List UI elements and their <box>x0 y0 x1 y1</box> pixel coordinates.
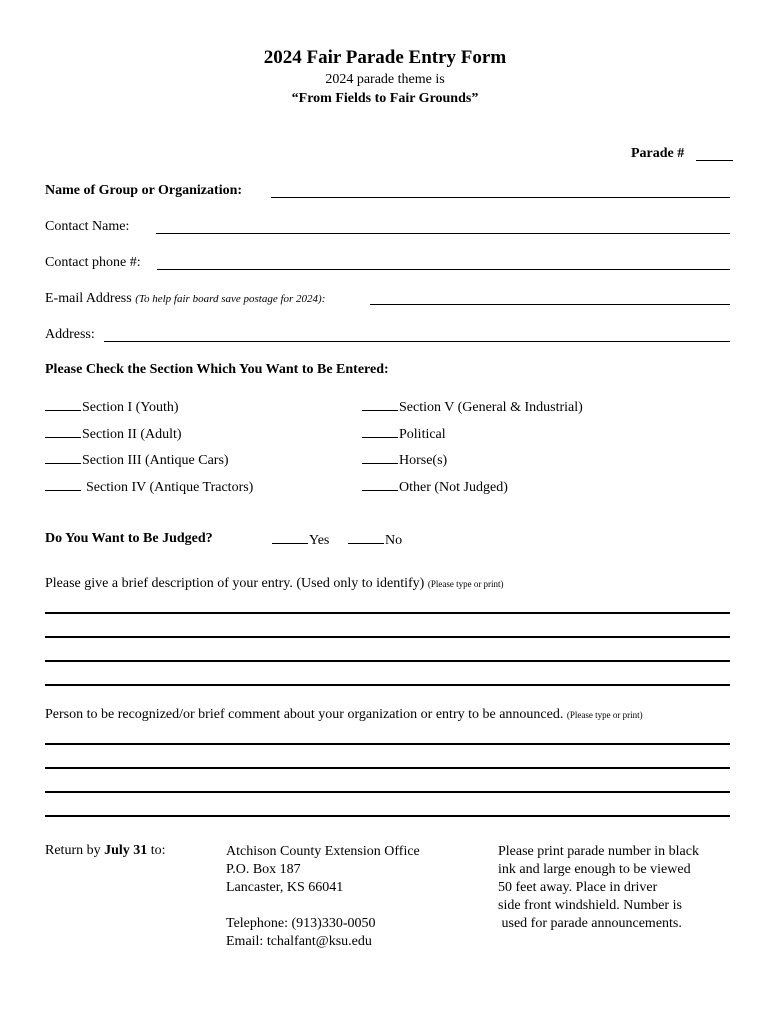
office-line: P.O. Box 187 <box>226 862 301 877</box>
description-note: (Please type or print) <box>427 579 504 589</box>
section-checkbox-blank[interactable] <box>362 398 398 411</box>
section-option-label: Political <box>399 427 446 442</box>
office-email: Email: tchalfant@ksu.edu <box>226 934 372 949</box>
group-name-label: Name of Group or Organization: <box>45 183 243 198</box>
section-option-label: Section III (Antique Cars) <box>82 453 229 468</box>
section-option[interactable] <box>45 425 182 443</box>
form-title: 2024 Fair Parade Entry Form <box>263 47 507 68</box>
section-option[interactable] <box>362 425 446 443</box>
instruction-line: used for parade announcements. <box>498 916 682 931</box>
contact-name-label: Contact Name: <box>45 219 130 234</box>
return-prefix: Return by <box>45 843 101 858</box>
parade-number-label: Parade # <box>631 146 685 161</box>
theme-name: “From Fields to Fair Grounds” <box>291 91 479 106</box>
parade-number-field[interactable] <box>696 160 733 161</box>
judged-no-blank[interactable] <box>348 531 384 544</box>
section-option[interactable] <box>45 398 179 416</box>
description-prompt: Please give a brief description of your entry. (Used only to identify) <box>45 576 425 591</box>
email-note: (To help fair board save postage for 2024): <box>135 293 326 305</box>
section-option[interactable] <box>362 398 583 416</box>
description-line[interactable] <box>45 660 730 662</box>
return-date: July 31 <box>104 843 148 858</box>
section-checkbox-blank[interactable] <box>45 478 81 491</box>
address-label: Address: <box>45 327 95 342</box>
section-option-label: Section II (Adult) <box>82 427 182 442</box>
contact-phone-label: Contact phone #: <box>45 255 141 270</box>
judged-yes-option[interactable] <box>272 531 329 549</box>
judged-no-option[interactable] <box>348 531 402 549</box>
return-by-text <box>45 843 166 859</box>
section-option-label: Section I (Youth) <box>82 400 179 415</box>
judged-question: Do You Want to Be Judged? <box>45 531 213 546</box>
judged-yes-blank[interactable] <box>272 531 308 544</box>
office-telephone: Telephone: (913)330-0050 <box>226 916 376 931</box>
section-heading: Please Check the Section Which You Want to Be Entered: <box>45 362 389 377</box>
group-name-field[interactable] <box>271 197 730 198</box>
address-field[interactable] <box>104 341 730 342</box>
office-address <box>226 843 420 951</box>
judged-no-label: No <box>385 533 403 548</box>
announcement-line[interactable] <box>45 743 730 745</box>
description-line[interactable] <box>45 636 730 638</box>
parade-number-instructions <box>498 843 699 933</box>
announcement-note: (Please type or print) <box>566 710 643 720</box>
email-label: E-mail Address <box>45 291 132 306</box>
announcement-line[interactable] <box>45 815 730 817</box>
announcement-prompt: Person to be recognized/or brief comment about your organization or entry to be announced. <box>45 707 564 722</box>
section-checkbox-blank[interactable] <box>45 425 81 438</box>
email-field[interactable] <box>370 304 730 305</box>
contact-name-field[interactable] <box>156 233 730 234</box>
section-option-label: Horse(s) <box>399 453 448 468</box>
announcement-line[interactable] <box>45 791 730 793</box>
theme-intro: 2024 parade theme is <box>325 72 445 87</box>
description-line[interactable] <box>45 612 730 614</box>
instruction-line: side front windshield. Number is <box>498 898 682 913</box>
office-line: Lancaster, KS 66041 <box>226 880 344 895</box>
section-checkbox-blank[interactable] <box>45 451 81 464</box>
office-line: Atchison County Extension Office <box>226 844 420 859</box>
return-suffix: to: <box>150 843 166 858</box>
instruction-line: 50 feet away. Place in driver <box>498 880 658 895</box>
announcement-line[interactable] <box>45 767 730 769</box>
section-option-label: Section IV (Antique Tractors) <box>86 480 254 495</box>
contact-phone-field[interactable] <box>157 269 730 270</box>
description-line[interactable] <box>45 684 730 686</box>
instruction-line: ink and large enough to be viewed <box>498 862 691 877</box>
section-option[interactable] <box>45 478 253 496</box>
section-option[interactable] <box>45 451 229 469</box>
section-option-label: Other (Not Judged) <box>399 480 508 495</box>
section-option[interactable] <box>362 478 508 496</box>
section-option-label: Section V (General & Industrial) <box>399 400 583 415</box>
instruction-line: Please print parade number in black <box>498 844 699 859</box>
section-checkbox-blank[interactable] <box>45 398 81 411</box>
section-option[interactable] <box>362 451 447 469</box>
section-checkbox-blank[interactable] <box>362 425 398 438</box>
section-checkbox-blank[interactable] <box>362 478 398 491</box>
section-checkbox-blank[interactable] <box>362 451 398 464</box>
judged-yes-label: Yes <box>309 533 330 548</box>
